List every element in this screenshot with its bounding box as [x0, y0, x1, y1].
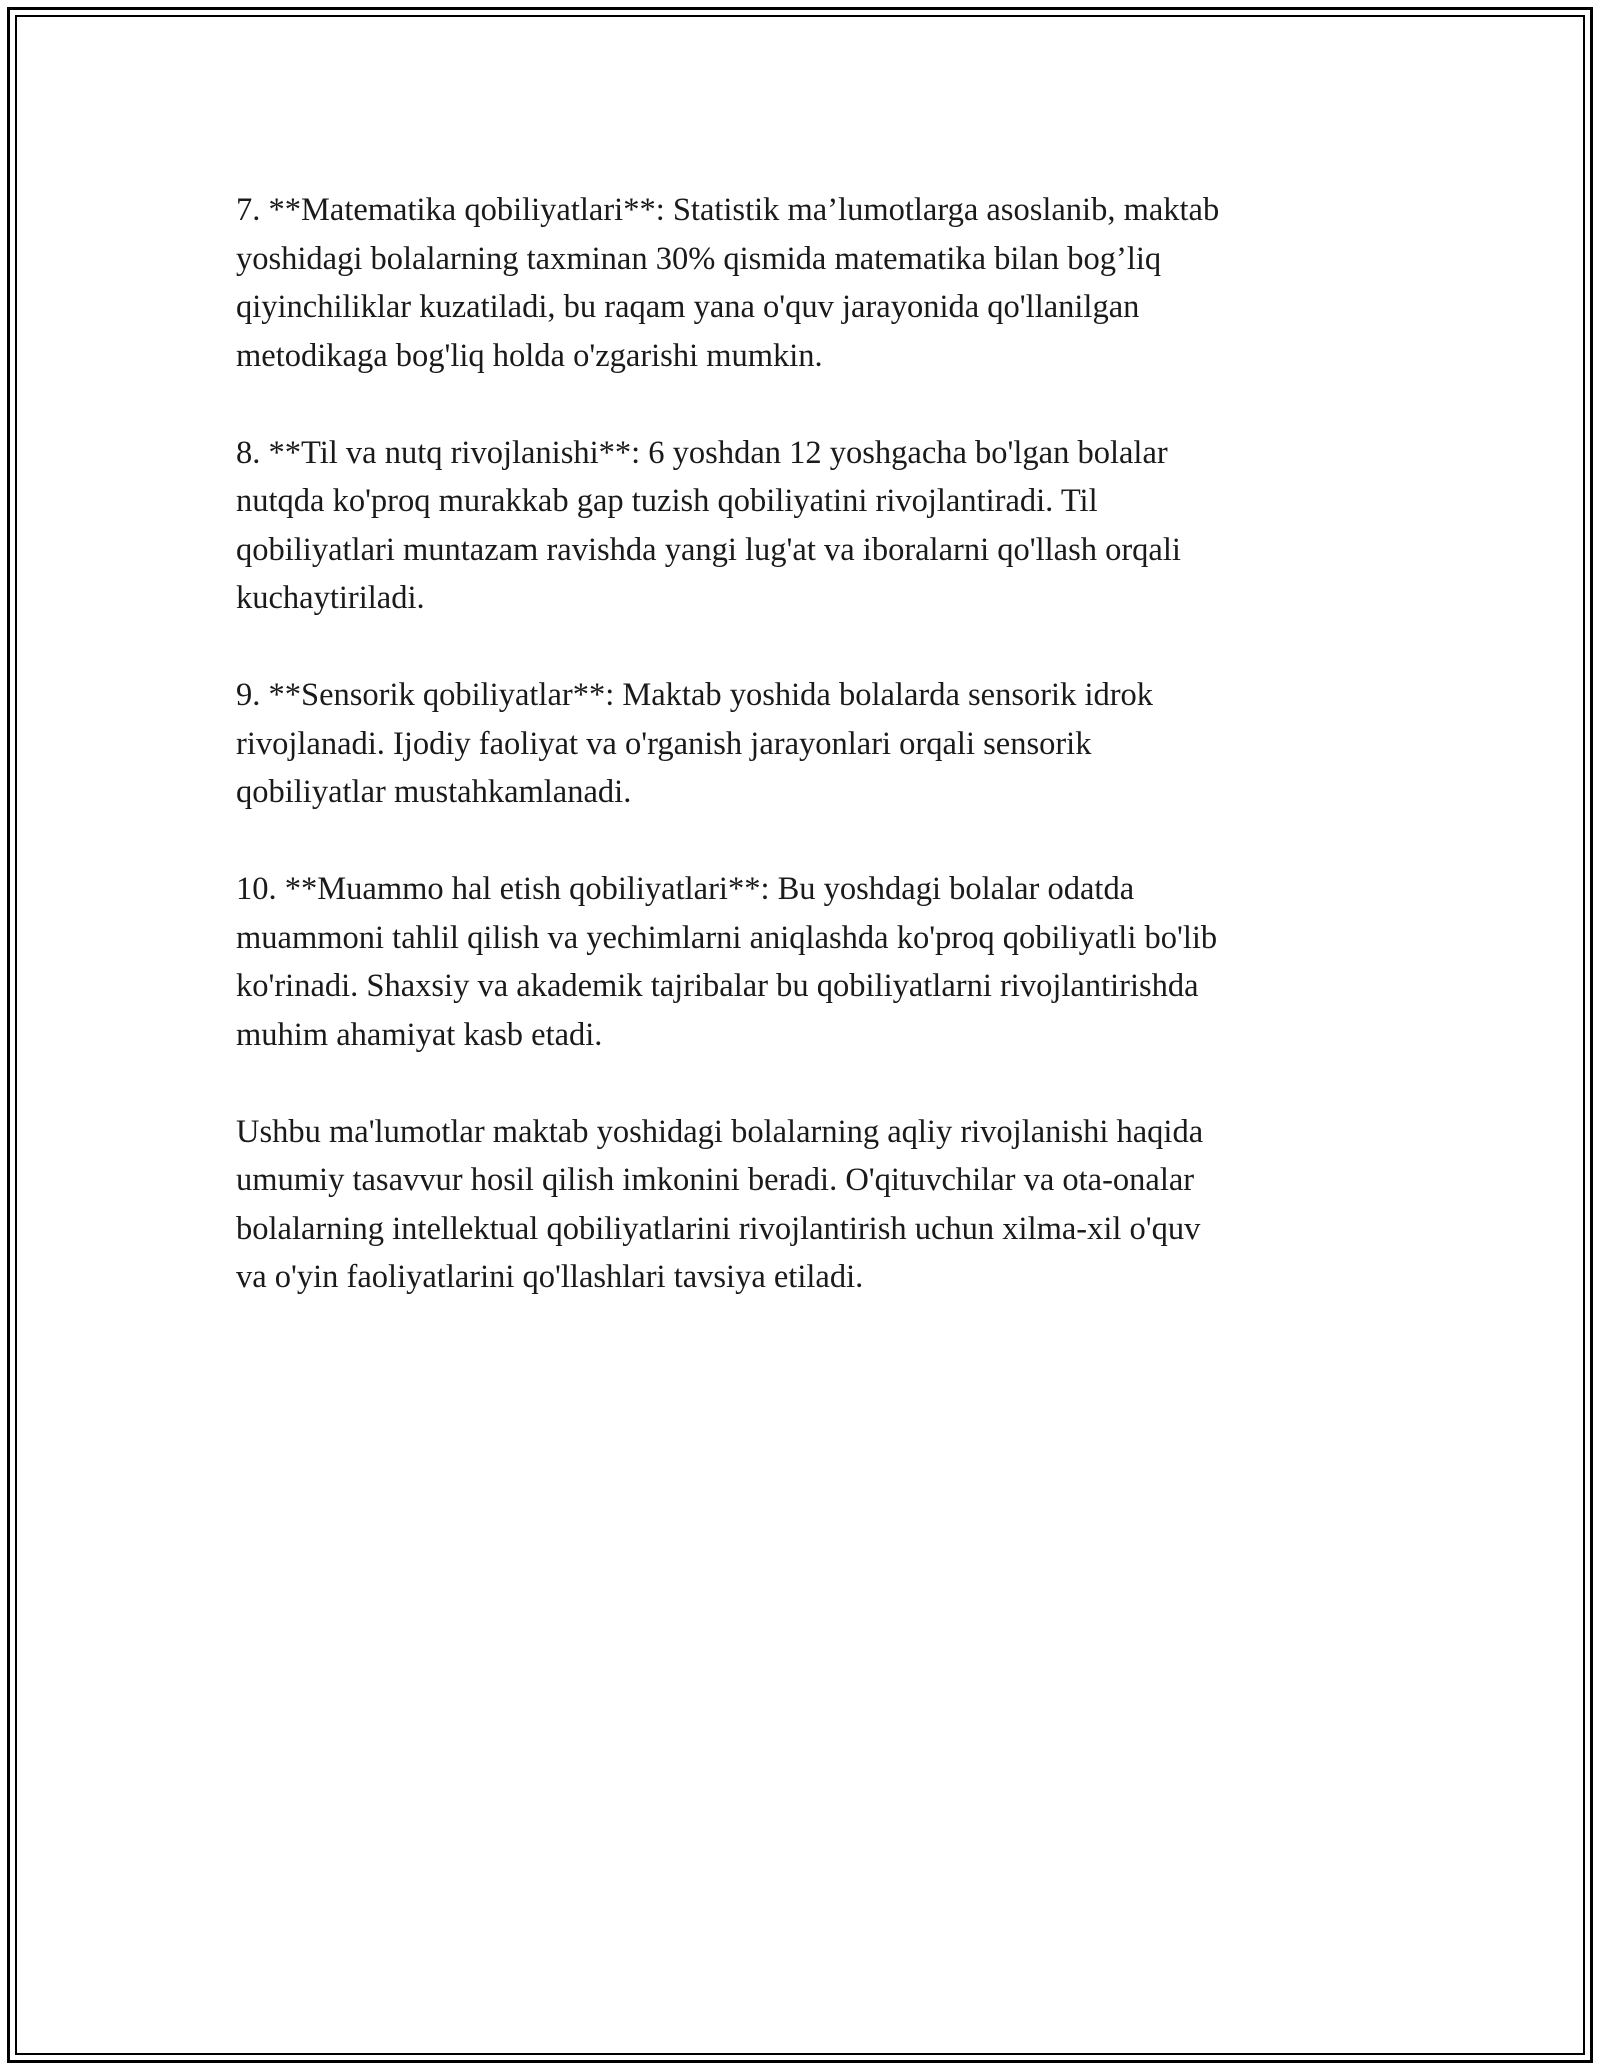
paragraph-language-development: 8. **Til va nutq rivojlanishi**: 6 yoshdan 12 yoshgacha bo'lgan bolalar nutqda ko'proq murakkab gap tuzish qobiliyatini rivojlantiradi. Til qobiliyatlari muntazam ravishda yangi lug'at va iboralarni qo'llash orqali kuchaytiriladi.: [236, 434, 1181, 616]
paragraph-problem-solving: 10. **Muammo hal etish qobiliyatlari**: Bu yoshdagi bolalar odatda muammoni tahlil qilish va yechimlarni aniqlashda ko'proq qobiliyatli bo'lib ko'rinadi. Shaxsiy va akademik tajribalar bu qobiliyatlarni rivojlantirishda muhim ahamiyat kasb etadi.: [236, 871, 1218, 1053]
paragraph-sensory-abilities: 9. **Sensorik qobiliyatlar**: Maktab yoshida bolalarda sensorik idrok rivojlanadi. Ijodiy faoliyat va o'rganish jarayonlari orqali sensorik qobiliyatlar mustahkamlanadi.: [236, 677, 1154, 810]
document-body: [236, 186, 1366, 1350]
paragraph-math-abilities: 7. **Matematika qobiliyatlari**: Statistik ma’lumotlarga asoslanib, maktab yoshidagi bolalarning taxminan 30% qismida matematika bilan bog’liq qiyinchiliklar kuzatiladi, bu raqam yana o'quv jarayonida qo'llanilgan metodikaga bog'liq holda o'zgarishi mumkin.: [236, 192, 1220, 374]
paragraph-conclusion: Ushbu ma'lumotlar maktab yoshidagi bolalarning aqliy rivojlanishi haqida umumiy tasavvur hosil qilish imkonini beradi. O'qituvchilar va ota-onalar bolalarning intellektual qobiliyatlarini rivojlantirish uchun xilma-xil o'quv va o'yin faoliyatlarini qo'llashlari tavsiya etiladi.: [236, 1113, 1204, 1295]
